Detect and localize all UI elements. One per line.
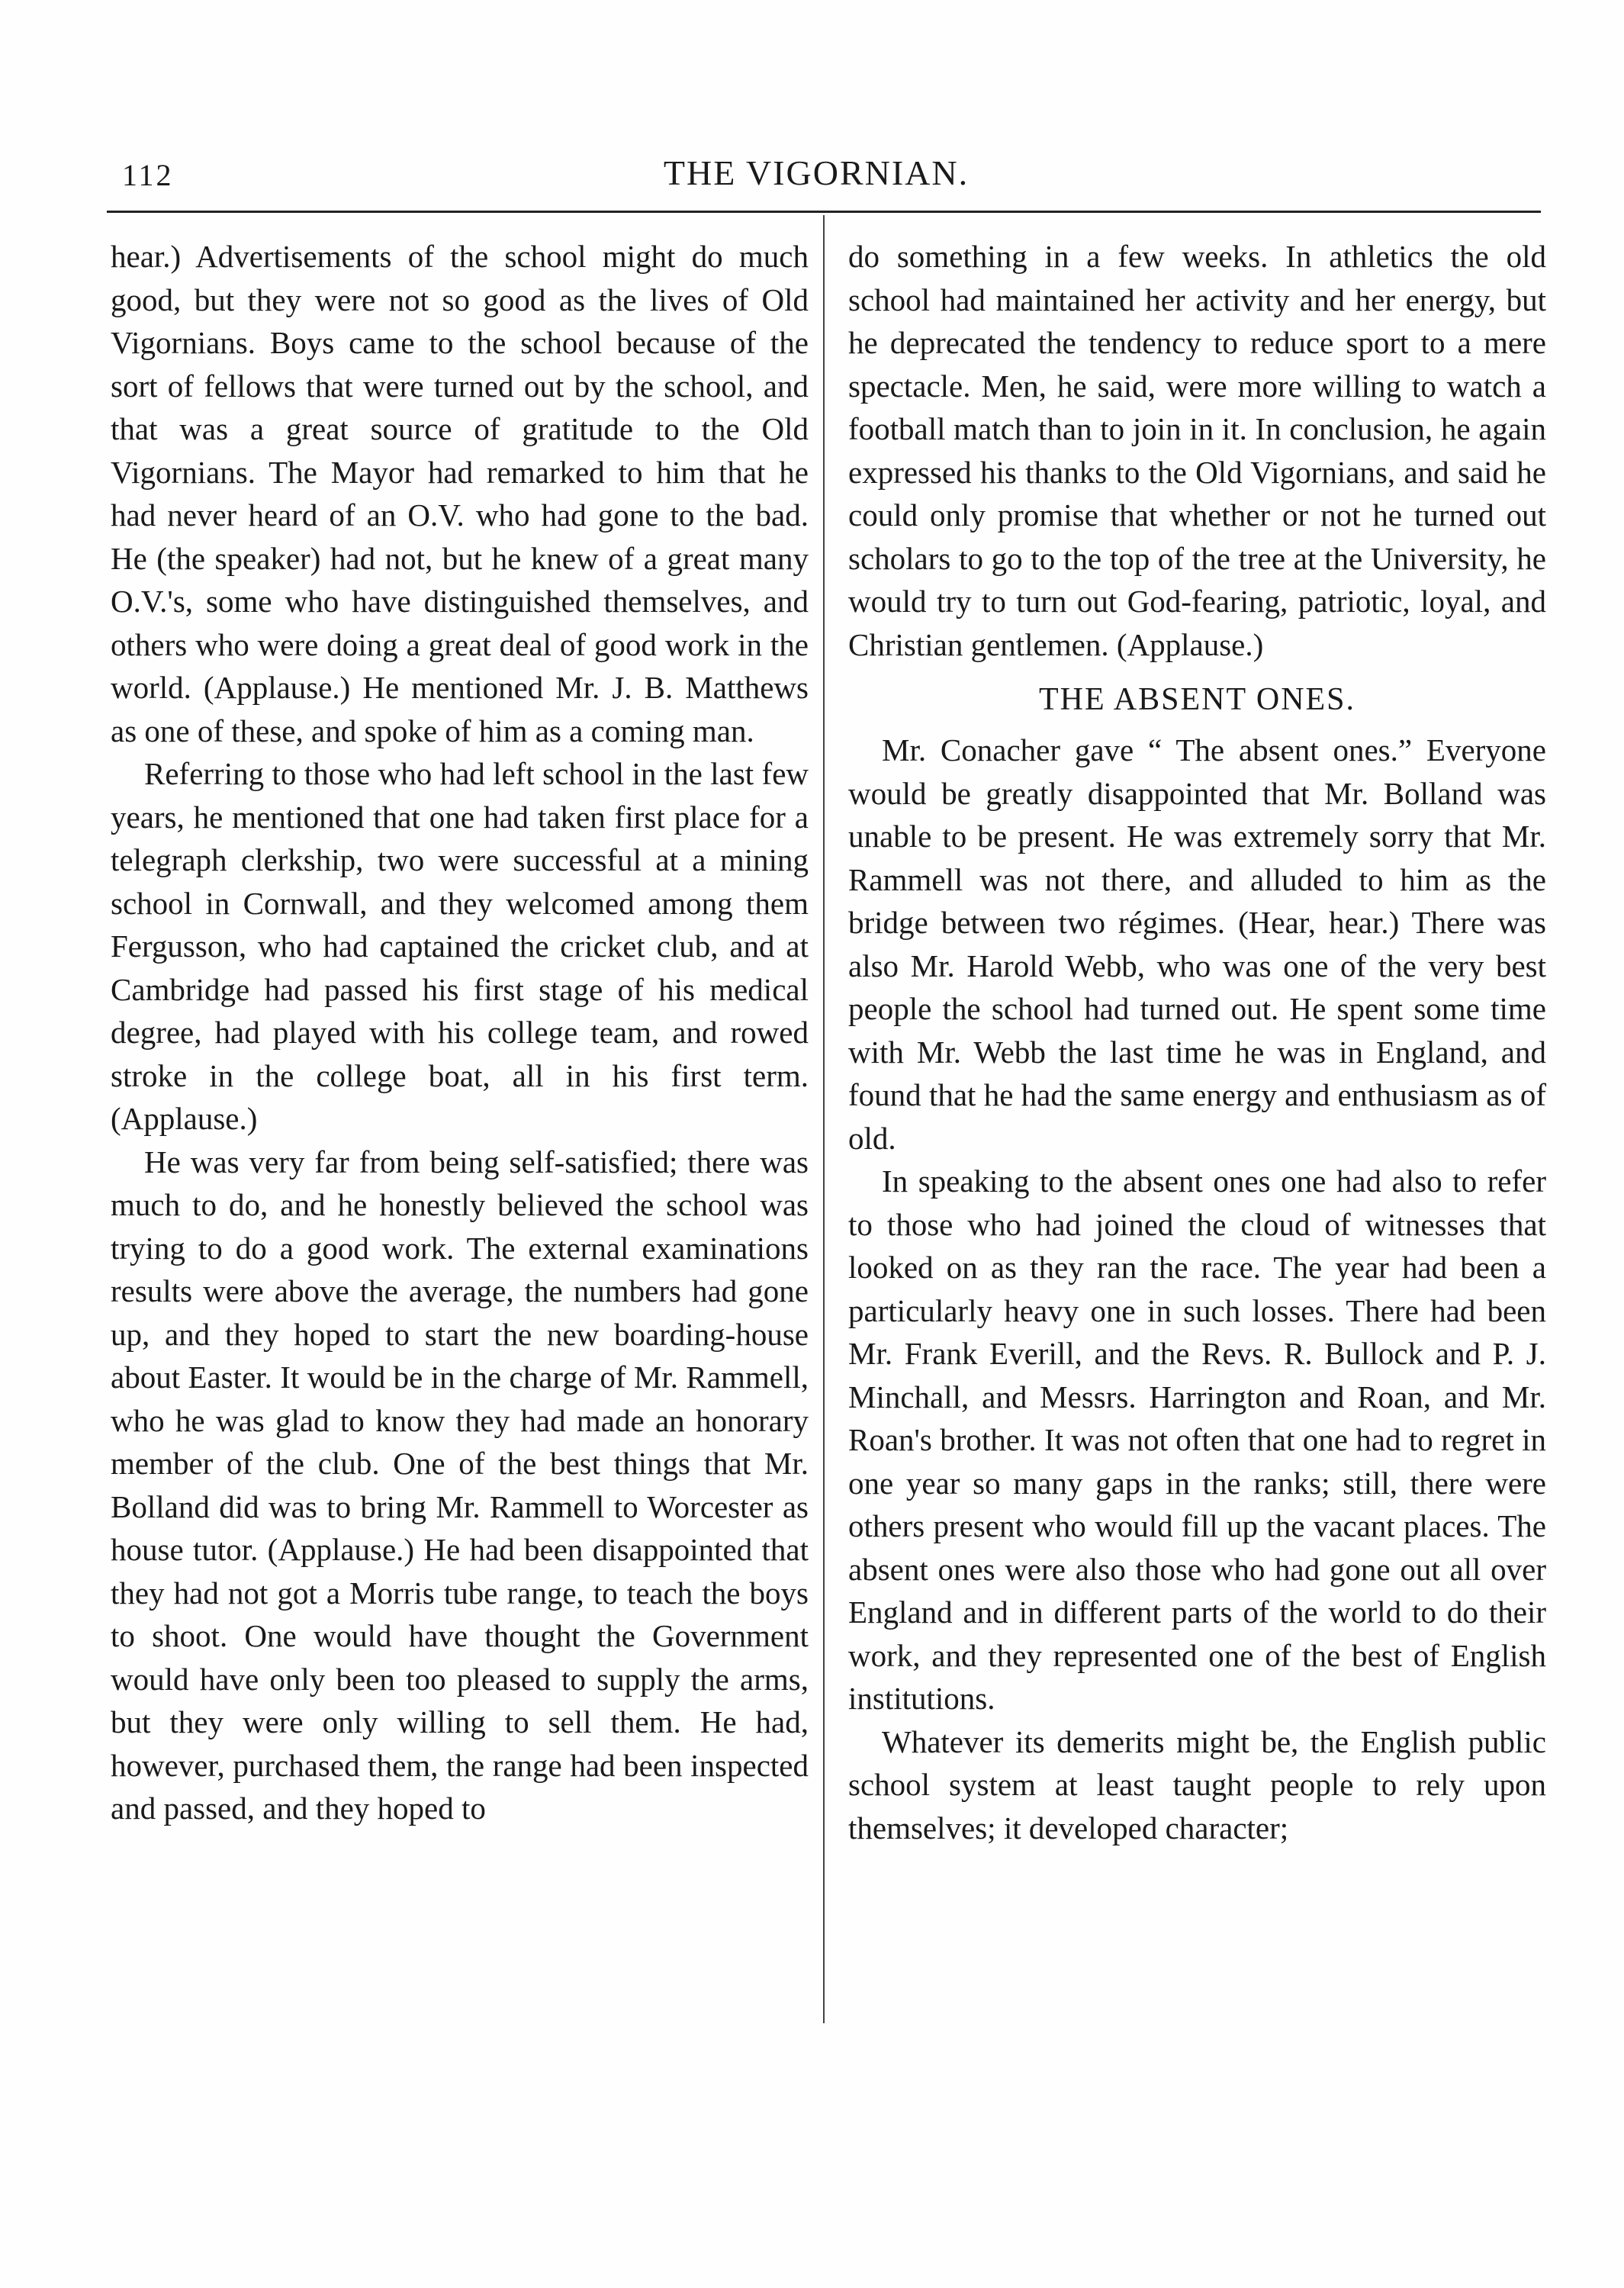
paragraph: In speaking to the absent ones one had also to refer to those who had joined the cloud of witnesses that looked on as they ran the race. The year had been a particularly heavy one in such losses. There had been Mr. Frank Everill, and the Revs. R. Bullock and P. J. Minchall, and Messrs. Harrington and Roan, and Mr. Roan's brother. It was not often that one had to regret in one year so many gaps in the ranks; still, there were others present who would fill up the vacant places. The absent ones were also those who had gone out all over England and in different parts of the world to do their work, and they represented one of the best of English institutions. xyxy=(848,1163,1546,1716)
page-number: 112 xyxy=(122,158,174,192)
paragraph: Referring to those who had left school in the last few years, he mentioned that one had taken first place for a telegraph clerkship, two were successful at a mining school in Cornwall, and they welcomed among them Fergusson, who had captained the cricket club, and at Cambridge had passed his first stage of his medical degree, had played with his college team, and rowed stroke in the college boat, all in his first term. (Applause.) xyxy=(111,756,809,1136)
running-title: THE VIGORNIAN. xyxy=(663,153,970,192)
paragraph: do something in a few weeks. In athletics the old school had maintained her activity and her energy, but he deprecated the tendency to reduce sport to a mere spectacle. Men, he said, were more willing to watch a football match than to join in it. In conclusion, he again expressed his thanks to the Old Vigornians, and said he could only promise that whether or not he turned out scholars to go to the top of the tree at the University, he would try to turn out God-fearing, patriotic, loyal, and Christian gentlemen. (Applause.) xyxy=(848,239,1546,662)
left-column xyxy=(111,235,809,1830)
header-rule xyxy=(107,211,1541,213)
paragraph: Whatever its demerits might be, the English public school system at least taught people to rely upon themselves; it developed character; xyxy=(848,1723,1546,1846)
paragraph: hear.) Advertisements of the school might do much good, but they were not so good as the lives of Old Vigornians. Boys came to the school because of the sort of fellows that were turned out by the school, and that was a great source of gratitude to the Old Vigornians. The Mayor had remarked to him that he had never heard of an O.V. who had gone to the bad. He (the speaker) had not, but he knew of a great many O.V.'s, some who have distinguished themselves, and others who were doing a great deal of good work in the world. (Applause.) He mentioned Mr. J. B. Matthews as one of these, and spoke of him as a coming man. xyxy=(111,239,809,748)
column-divider xyxy=(823,215,825,2023)
section-heading: THE ABSENT ONES. xyxy=(1038,682,1356,717)
paragraph: He was very far from being self-satisfied; there was much to do, and he honestly believed the school was trying to do a good work. The external examinations results were above the average, the numbers had gone up, and they hoped to start the new boarding-house about Easter. It would be in the charge of Mr. Rammell, who he was glad to know they had made an honorary member of the club. One of the best things that Mr. Bolland did was to bring Mr. Rammell to Worcester as house tutor. (Applause.) He had been disappointed that they had not got a Morris tube range, to teach the boys to shoot. One would have thought the Government would have only been too pleased to supply the arms, but they were only willing to sell them. He had, however, purchased them, the range had been inspected and passed, and they hoped to xyxy=(111,1144,809,1826)
page-header xyxy=(107,153,1526,206)
right-column xyxy=(848,235,1546,1849)
paragraph: Mr. Conacher gave “ The absent ones.” Everyone would be greatly disappointed that Mr. Bolland was unable to be present. He was extremely sorry that Mr. Rammell was not there, and alluded to him as the bridge between two régimes. (Hear, hear.) There was also Mr. Harold Webb, who was one of the very best people the school had turned out. He spent some time with Mr. Webb the last time he was in England, and found that he had the same energy and enthusiasm as of old. xyxy=(848,732,1546,1156)
